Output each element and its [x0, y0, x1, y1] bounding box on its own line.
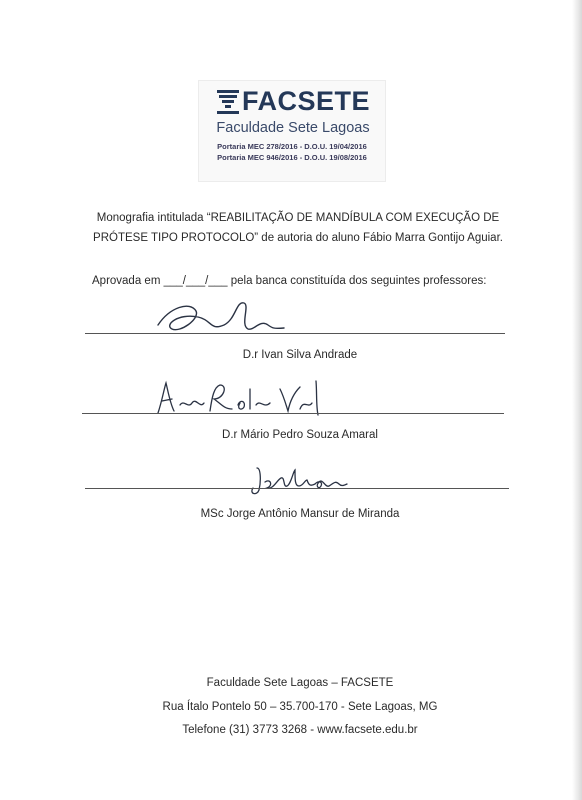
facsete-emblem-icon [217, 90, 239, 114]
logo-subtitle: Faculdade Sete Lagoas [216, 120, 370, 136]
logo-name: FACSETE [242, 86, 371, 116]
footer-institution: Faculdade Sete Lagoas – FACSETE [206, 677, 394, 689]
approval-statement: Aprovada em ___/___/___ pela banca constituída dos seguintes professores: [92, 275, 487, 287]
logo-portaria-2: Portaria MEC 946/2016 - D.O.U. 19/08/2016 [217, 153, 367, 162]
signature-line-2 [82, 413, 504, 414]
institution-logo [198, 80, 386, 182]
examiner-name-3: MSc Jorge Antônio Mansur de Miranda [200, 508, 400, 520]
signature-line-3 [85, 488, 509, 489]
footer-contact: Telefone (31) 3773 3268 - www.facsete.edu.br [182, 724, 418, 736]
signature-3 [245, 460, 355, 500]
signature-line-1 [85, 333, 505, 334]
logo-portaria-1: Portaria MEC 278/2016 - D.O.U. 19/04/2016 [217, 142, 367, 151]
footer-address: Rua Ítalo Pontelo 50 – 35.700-170 - Sete Lagoas, MG [162, 701, 438, 713]
examiner-name-2: D.r Mário Pedro Souza Amaral [222, 429, 378, 441]
monograph-statement: Monografia intitulada “REABILITAÇÃO DE MANDÍBULA COM EXECUÇÃO DE PRÓTESE TIPO PROTOCOLO” de autoria do aluno Fábio Marra Gontijo Aguiar. [93, 212, 503, 244]
examiner-name-1: D.r Ivan Silva Andrade [242, 349, 358, 361]
page-edge-shadow [572, 0, 582, 800]
